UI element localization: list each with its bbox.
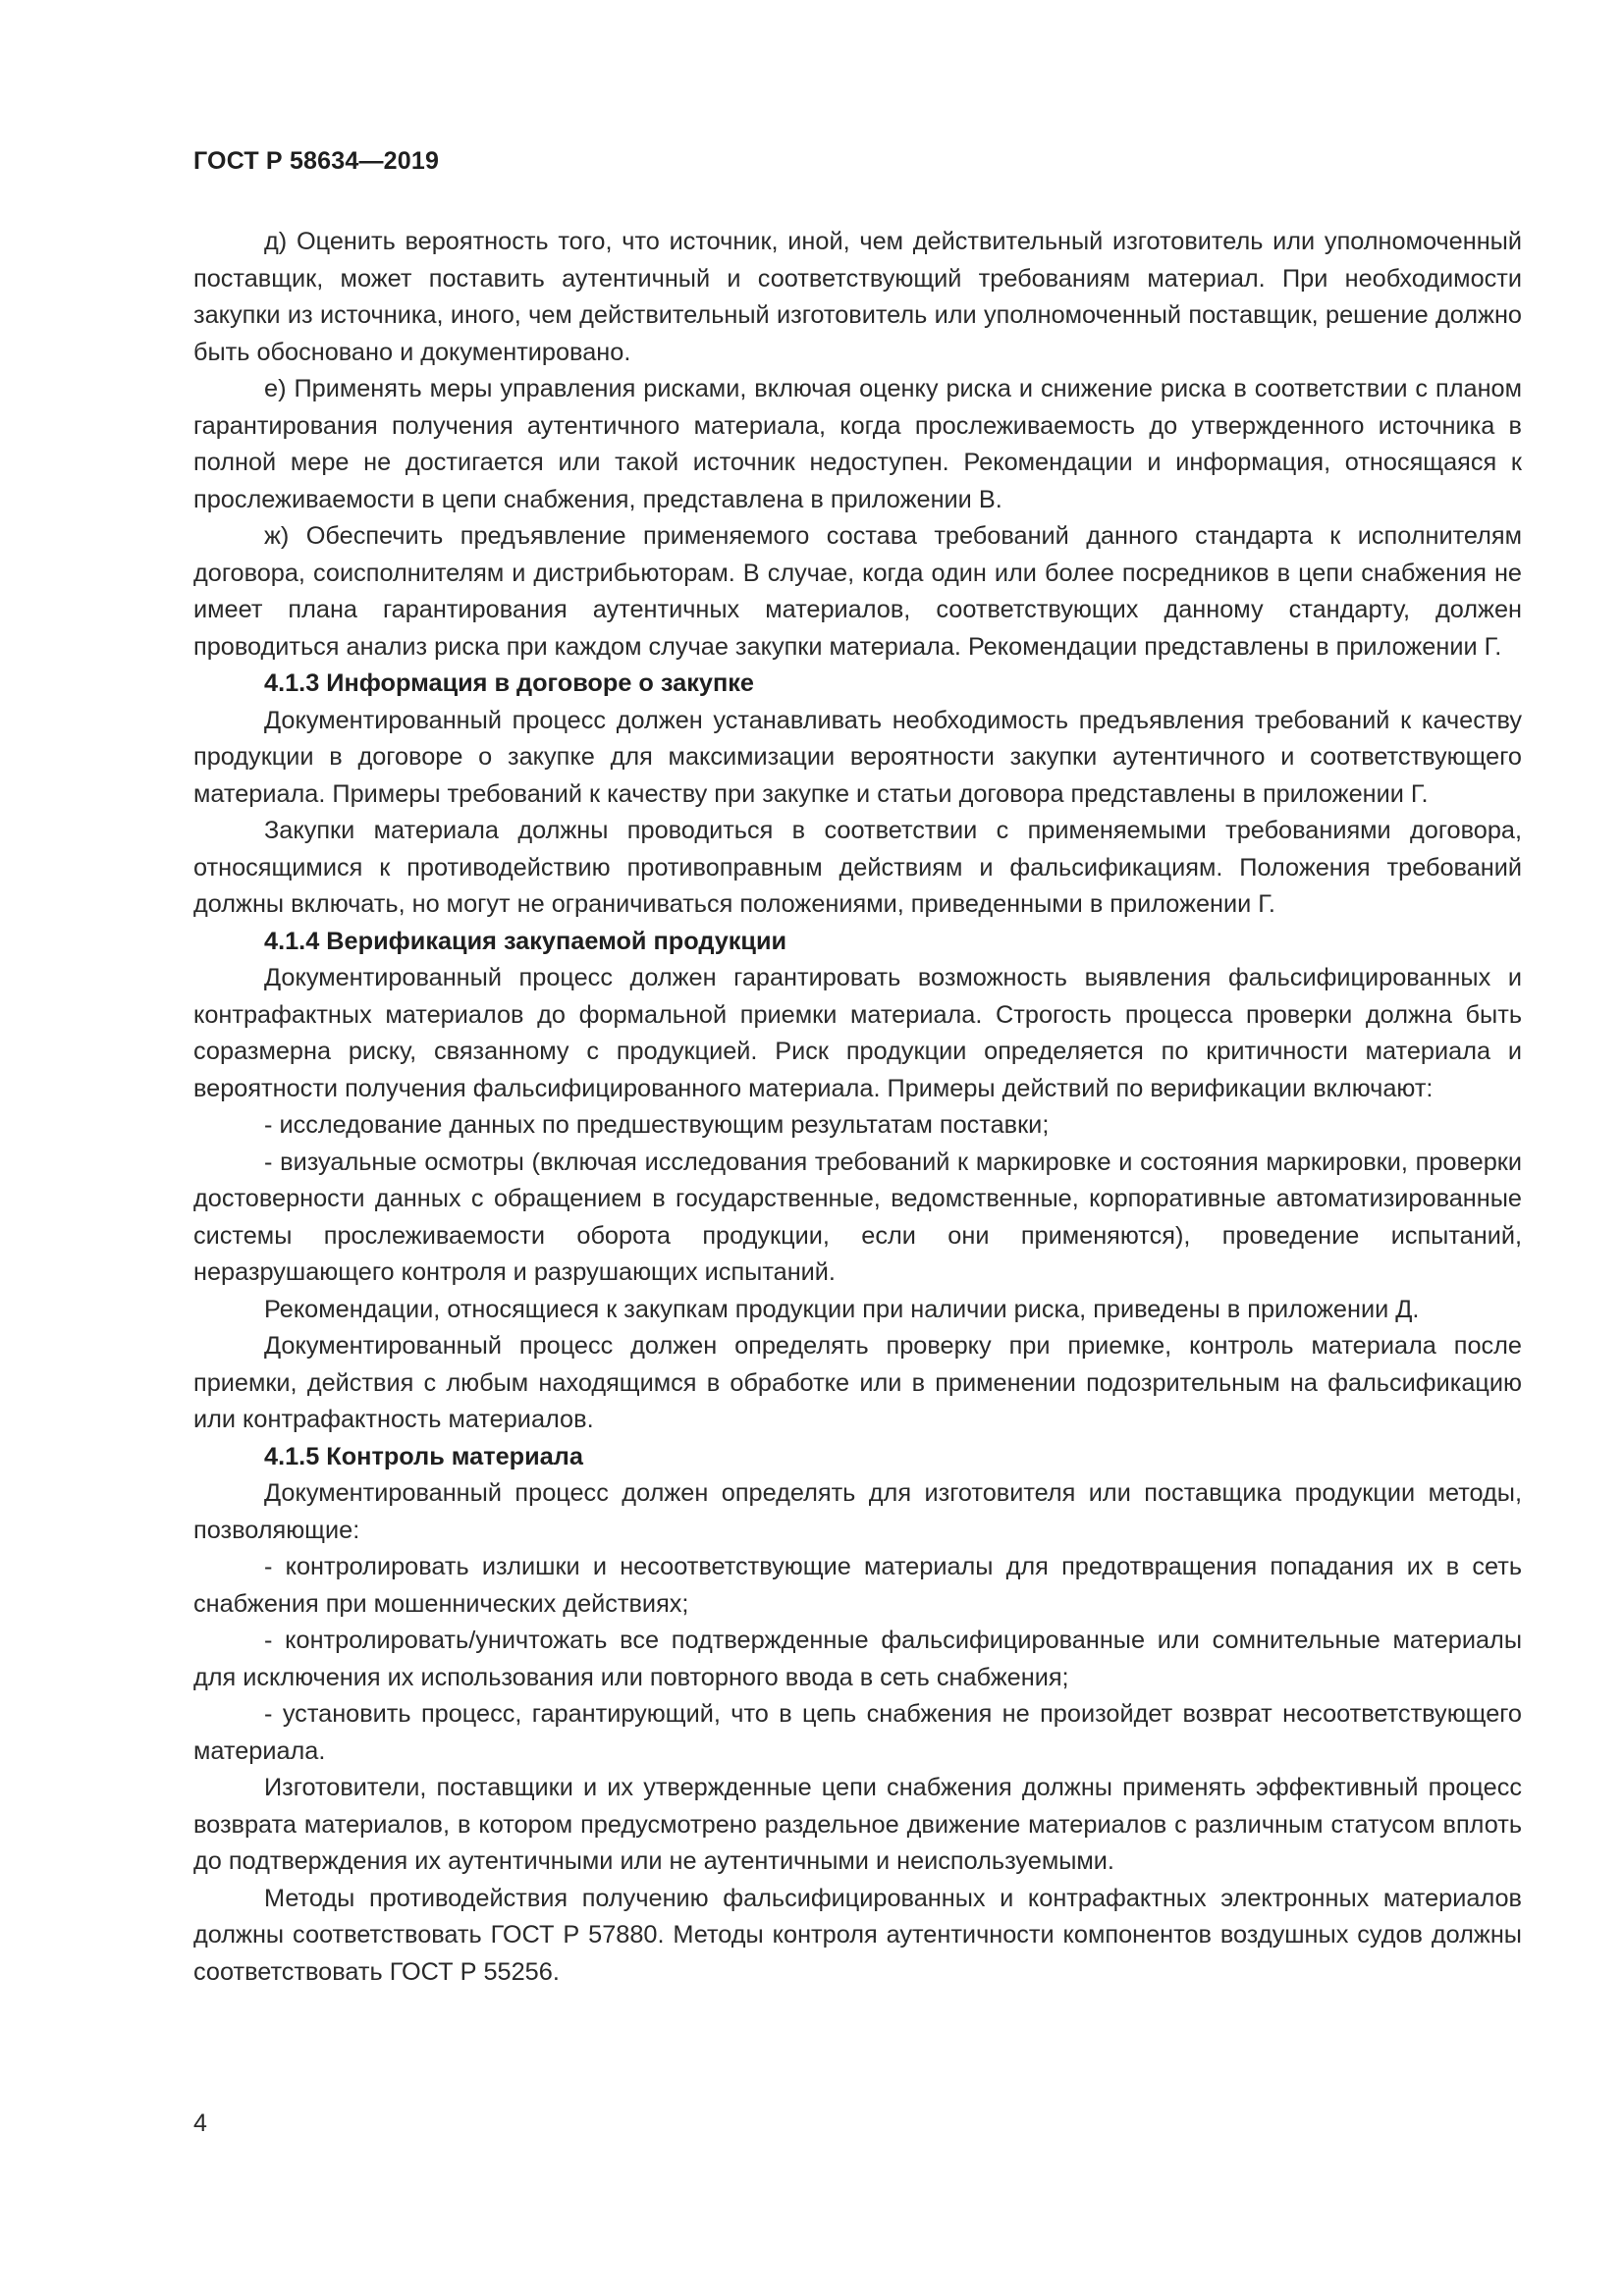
list-item: - контролировать/уничтожать все подтвержденные фальсифицированные или сомнительные материалы для исключения их использования или повторного ввода в сеть снабжения; [193,1627,1522,1691]
paragraph: Изготовители, поставщики и их утвержденные цепи снабжения должны применять эффективный процесс возврата материалов, в котором предусмотрено раздельное движение материалов с различным статусом вплоть до подтверждения их аутентичными или не аутентичными и неиспользуемыми. [193,1774,1522,1875]
paragraph: Документированный процесс должен определять проверку при приемке, контроль материала после приемки, действия с любым находящимся в обработке или в применении подозрительным на фальсификацию или контрафактность материалов. [193,1332,1522,1433]
paragraph: Рекомендации, относящиеся к закупкам продукции при наличии риска, приведены в приложении Д. [264,1295,1420,1323]
document-body [193,224,1522,1991]
paragraph: Методы противодействия получению фальсифицированных и контрафактных электронных материалов должны соответствовать ГОСТ Р 57880. Методы контроля аутентичности компонентов воздушных судов должны соответствовать ГОСТ Р 55256. [193,1884,1522,1986]
paragraph: Документированный процесс должен определять для изготовителя или поставщика продукции методы, позволяющие: [193,1479,1522,1544]
paragraph-item-d: д) Оценить вероятность того, что источник, иной, чем действительный изготовитель или уполномоченный поставщик, может поставить аутентичный и соответствующий требованиям материал. При необходимости закупки из источника, иного, чем действительный изготовитель или уполномоченный поставщик, решение должно быть обосновано и документировано. [193,228,1522,366]
paragraph: Документированный процесс должен устанавливать необходимость предъявления требований к качеству продукции в договоре о закупке для максимизации вероятности закупки аутентичного и соответствующего материала. Примеры требований к качеству при закупке и статьи договора представлены в приложении Г. [193,706,1522,808]
paragraph-item-zh: ж) Обеспечить предъявление применяемого состава требований данного стандарта к исполнителям договора, соисполнителям и дистрибьюторам. В случае, когда один или более посредников в цепи снабжения не имеет плана гарантирования аутентичных материалов, соответствующих данному стандарту, должен проводиться анализ риска при каждом случае закупки материала. Рекомендации представлены в приложении Г. [193,522,1522,661]
paragraph: Закупки материала должны проводиться в соответствии с применяемыми требованиями договора, относящимися к противодействию противоправным действиям и фальсификациям. Положения требований должны включать, но могут не ограничиваться положениями, приведенными в приложении Г. [193,817,1522,918]
section-heading-4-1-5: 4.1.5 Контроль материала [264,1442,583,1470]
list-item: - исследование данных по предшествующим результатам поставки; [264,1111,1050,1139]
paragraph-item-e: е) Применять меры управления рисками, включая оценку риска и снижение риска в соответствии с планом гарантирования получения аутентичного материала, когда прослеживаемость до утвержденного источника в полной мере не достигается или такой источник недоступен. Рекомендации и информация, относящаяся к прослеживаемости в цепи снабжения, представлена в приложении В. [193,375,1522,513]
section-heading-4-1-4: 4.1.4 Верификация закупаемой продукции [264,927,787,955]
paragraph: Документированный процесс должен гарантировать возможность выявления фальсифицированных и контрафактных материалов до формальной приемки материала. Строгость процесса проверки должна быть соразмерна риску, связанному с продукцией. Риск продукции определяется по критичности материала и вероятности получения фальсифицированного материала. Примеры действий по верификации включают: [193,964,1522,1102]
list-item: - контролировать излишки и несоответствующие материалы для предотвращения попадания их в сеть снабжения при мошеннических действиях; [193,1553,1522,1618]
list-item: - визуальные осмотры (включая исследования требований к маркировке и состояния маркировки, проверки достоверности данных с обращением в государственные, ведомственные, корпоративные автоматизированные системы прослеживаемости оборота продукции, если они применяются), проведение испытаний, неразрушающего контроля и разрушающих испытаний. [193,1148,1522,1286]
document-header: ГОСТ Р 58634—2019 [193,147,440,175]
section-heading-4-1-3: 4.1.3 Информация в договоре о закупке [264,669,754,697]
page-number: 4 [193,2109,207,2137]
list-item: - установить процесс, гарантирующий, что в цепь снабжения не произойдет возврат несоответствующего материала. [193,1700,1522,1765]
